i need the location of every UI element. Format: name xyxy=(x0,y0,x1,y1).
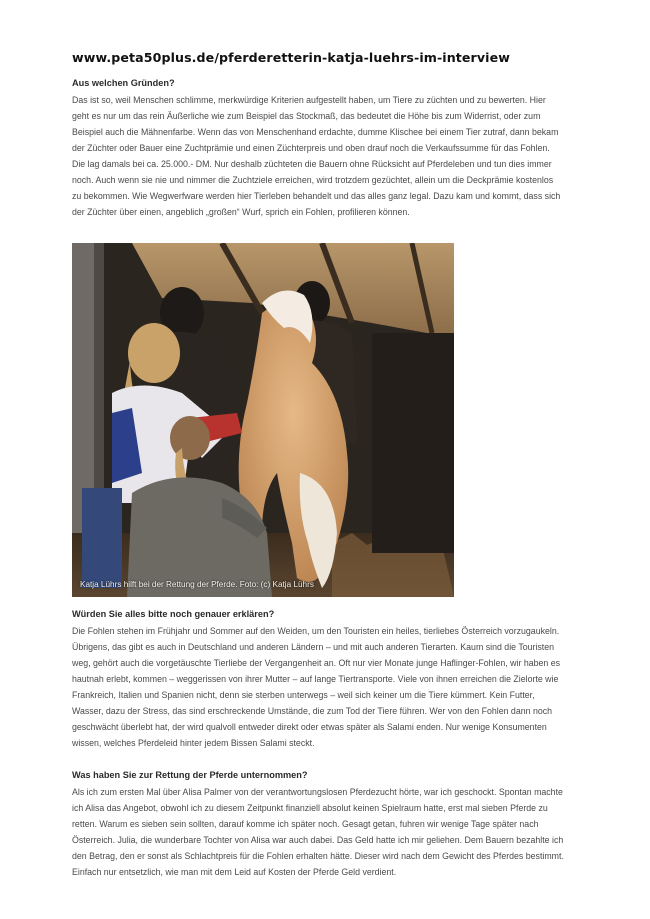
section-body: Als ich zum ersten Mal über Alisa Palmer von der verantwortungslosen Pferdezucht hörte, war ich geschockt. Spontan machte ich Alisa das Angebot, obwohl ich zu diesem Zeitpunkt finanziell absolut keinen Spielraum hatte, erst mal sieben Pferde zu retten. Warum es sieben sein sollten, darauf komme ich später noch. Gesagt getan, fuhren wir wenige Tage später nach Österreich. Julia, die wunderbare Tochter von Alisa war auch dabei. Das Geld hatte ich mir geliehen. Dem Bauern bezahlte ich den Betrag, den er sonst als Schlachtpreis für die Fohlen erhalten hätte. Dieser wird nach dem Gewicht des Pferdes bestimmt. Einfach nur entsetzlich, wie man mit dem Leid auf Kosten der Pferde Geld verdient. xyxy=(72,787,564,877)
article-photo xyxy=(72,243,454,597)
section-reasons xyxy=(72,75,564,220)
source-url: www.peta50plus.de/pferderetterin-katja-luehrs-im-interview xyxy=(72,50,510,65)
photo-caption: Katja Lührs hilft bei der Rettung der Pferde. Foto: (c) Katja Lührs xyxy=(80,580,314,589)
section-body: Die Fohlen stehen im Frühjahr und Sommer auf den Weiden, um den Touristen ein heiles, tierliebes Österreich vorzugaukeln. Übrigens, das gibt es auch in Deutschland und anderen Ländern – und mit auch anderen Tierarten. Kaum sind die Touristen weg, gehört auch die vorgetäuschte Tierliebe der Vergangenheit an. Oft nur vier Monate junge Haflinger-Fohlen, wir haben es hautnah erlebt, kommen – weggerissen von ihrer Mutter – auf lange Tiertransporte. Viele von ihnen erreichen die Zielorte wie Frankreich, Italien und Spanien nicht, denn sie sterben unterwegs – weil sich keiner um die Tiere kümmert. Kein Futter, Wasser, dazu der Stress, das sind erschreckende Umstände, die zum Tod der Tiere führen. Wer von den Fohlen dann noch geschwächt überlebt hat, der wird qualvoll entweder direkt oder etwas später als Salami enden. Nur wenige Konsumenten wissen, welches Pferdeleid hinter jedem Bissen Salami steckt. xyxy=(72,626,561,748)
section-explanation xyxy=(72,606,564,751)
photo-illustration xyxy=(72,243,454,597)
section-rescue xyxy=(72,767,564,880)
section-body: Das ist so, weil Menschen schlimme, merkwürdige Kriterien aufgestellt haben, um Tiere zu züchten und zu bewerten. Hier geht es nur um das rein Äußerliche wie zum Beispiel das Stockmaß, das bedeutet die Höhe bis zum Widerrist, oder zum Beispiel auch die Mähnenfarbe. Wenn das von Menschenhand erdachte, dumme Klischee bei einem Tier zutraf, dann bekam der Züchter oder Bauer eine Zuchtprämie und einen Züchterpreis und oben drauf noch die Verkaufssumme für das Fohlen. Die lag damals bei ca. 25.000.- DM. Nur deshalb züchteten die Bauern ohne Rücksicht auf Pferdeleben und tun dies immer noch. Auch wenn sie nie und nimmer die Zuchtziele erreichen, wird trotzdem gezüchtet, allein um die Deckprämie kostenlos zu bekommen. Wie Wegwerfware werden hier Tierleben behandelt und das alles ganz legal. Dazu kam und kommt, dass sich der Züchter über einen, angeblich „großen“ Wurf, sprich ein Fohlen, profilieren können. xyxy=(72,95,561,217)
section-heading: Was haben Sie zur Rettung der Pferde unternommen? xyxy=(72,770,308,780)
section-heading: Würden Sie alles bitte noch genauer erklären? xyxy=(72,609,275,619)
section-heading: Aus welchen Gründen? xyxy=(72,78,175,88)
